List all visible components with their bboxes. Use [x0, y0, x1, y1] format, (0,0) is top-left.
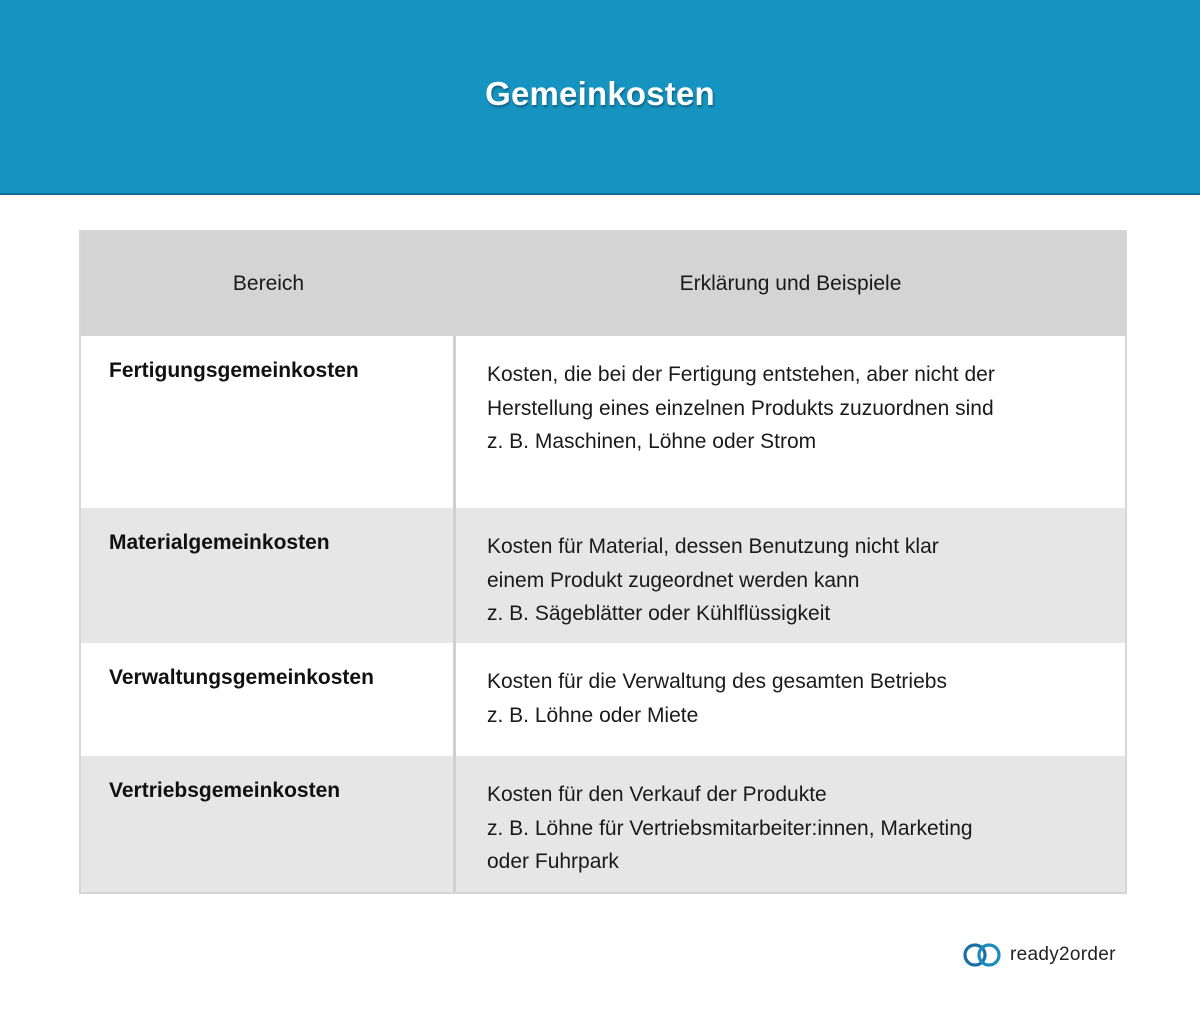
description-cell [456, 756, 1125, 892]
brand-logo [962, 940, 1116, 970]
description-cell [456, 336, 1125, 508]
table-row [81, 336, 1125, 508]
description-line: Kosten für den Verkauf der Produkte [487, 783, 827, 806]
description-line: Kosten für Material, dessen Benutzung nicht klar [487, 535, 939, 558]
bereich-cell: Fertigungsgemeinkosten [81, 336, 456, 508]
description-line: z. B. Löhne oder Miete [487, 703, 699, 727]
description-line: z. B. Maschinen, Löhne oder Strom [487, 430, 817, 453]
ready2order-rings-icon [962, 940, 1002, 970]
description-line: Kosten, die bei der Fertigung entstehen, aber nicht der [487, 363, 995, 386]
column-header-bereich: Bereich [232, 272, 305, 295]
description-line: Herstellung eines einzelnen Produkts zuzuordnen sind [487, 396, 994, 420]
description-line: z. B. Löhne für Vertriebsmitarbeiter:innen, Marketing [487, 816, 973, 840]
cost-table [79, 230, 1127, 894]
brand-name: ready2order [1010, 944, 1116, 965]
description-cell [456, 508, 1125, 643]
table-row [81, 643, 1125, 756]
bereich-cell: Vertriebsgemeinkosten [81, 756, 456, 892]
page-title: Gemeinkosten [485, 74, 715, 112]
table-row [81, 756, 1125, 892]
table-row [81, 508, 1125, 643]
description-cell [456, 643, 1125, 756]
table-header [81, 232, 1125, 336]
bereich-cell: Verwaltungsgemeinkosten [81, 643, 456, 756]
column-header-erklaerung: Erklärung und Beispiele [679, 272, 902, 295]
bereich-cell: Materialgemeinkosten [81, 508, 456, 643]
description-line: einem Produkt zugeordnet werden kann [487, 568, 860, 592]
description-line: Kosten für die Verwaltung des gesamten Betriebs [487, 670, 947, 693]
description-line: z. B. Sägeblätter oder Kühlflüssigkeit [487, 602, 831, 625]
header-banner [0, 0, 1200, 195]
description-line: oder Fuhrpark [487, 850, 619, 873]
